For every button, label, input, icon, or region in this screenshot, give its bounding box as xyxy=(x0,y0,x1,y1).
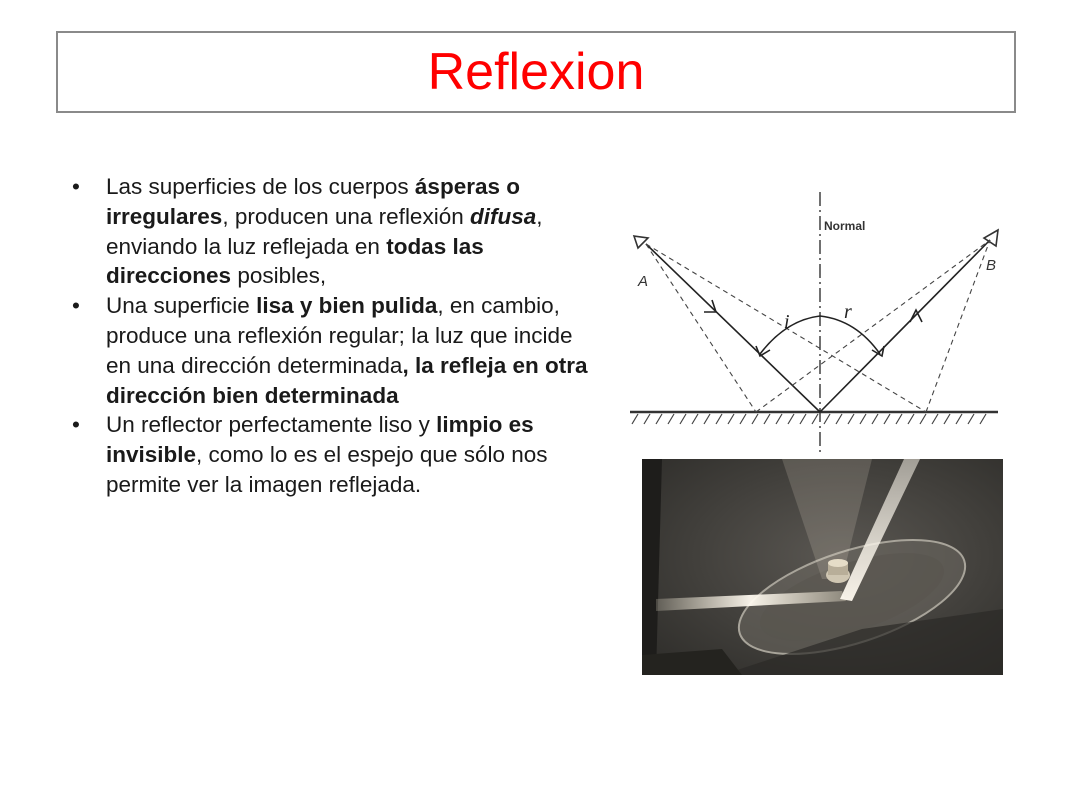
bullet-text-segment: todas las direcciones xyxy=(106,233,484,289)
bullet-text-segment: ásperas o irregulares xyxy=(106,174,520,229)
reflection-diagram xyxy=(626,188,1002,456)
angle-i-label: i xyxy=(784,311,790,333)
bullet-list xyxy=(72,172,602,500)
bullet-text-segment: Una superficie xyxy=(106,293,257,319)
bullet-text-segment: Las superficies de los cuerpos xyxy=(106,174,415,199)
bullet-text-segment: posibles, xyxy=(231,263,327,289)
bullet-dot: • xyxy=(72,174,80,199)
eye-a-icon xyxy=(634,236,648,248)
bullet-item xyxy=(72,291,602,410)
bullet-text-segment: lisa y bien pulida xyxy=(256,293,438,319)
surface-hatching xyxy=(632,414,986,424)
angle-r-label: r xyxy=(844,301,852,323)
bullet-text-segment: , producen una reflexión xyxy=(222,203,470,229)
point-a-label: A xyxy=(638,273,649,290)
normal-label: Normal xyxy=(824,219,866,233)
point-b-label: B xyxy=(986,257,997,274)
slide-title: Reflexion xyxy=(427,43,645,101)
title-box xyxy=(56,31,1016,113)
bullet-text-segment: , como lo es el espejo que sólo nos permite ver la imagen reflejada. xyxy=(106,442,548,497)
bullet-item xyxy=(72,172,602,291)
bullet-dot: • xyxy=(72,293,80,319)
reflection-photo xyxy=(642,459,1003,675)
bullet-text-segment: difusa xyxy=(469,203,537,229)
bullet-dot: • xyxy=(72,412,80,438)
incident-ray xyxy=(646,244,820,412)
bullet-text-segment: , enviando la luz reflejada en xyxy=(106,203,543,259)
bullet-item xyxy=(72,410,602,499)
reflected-ray xyxy=(820,240,990,412)
bullet-text-segment: , en cambio, produce una reflexión regular; la luz que incide en una dirección determinada xyxy=(106,293,573,378)
bullet-text-segment: , la refleja en otra dirección bien determinada xyxy=(106,352,588,408)
bullet-text-segment: Un reflector perfectamente liso y xyxy=(106,412,437,438)
angle-i-arc xyxy=(760,316,820,354)
dashed-ray xyxy=(926,240,990,412)
dashed-ray xyxy=(646,244,756,412)
bullet-text-segment: limpio es invisible xyxy=(106,412,534,468)
